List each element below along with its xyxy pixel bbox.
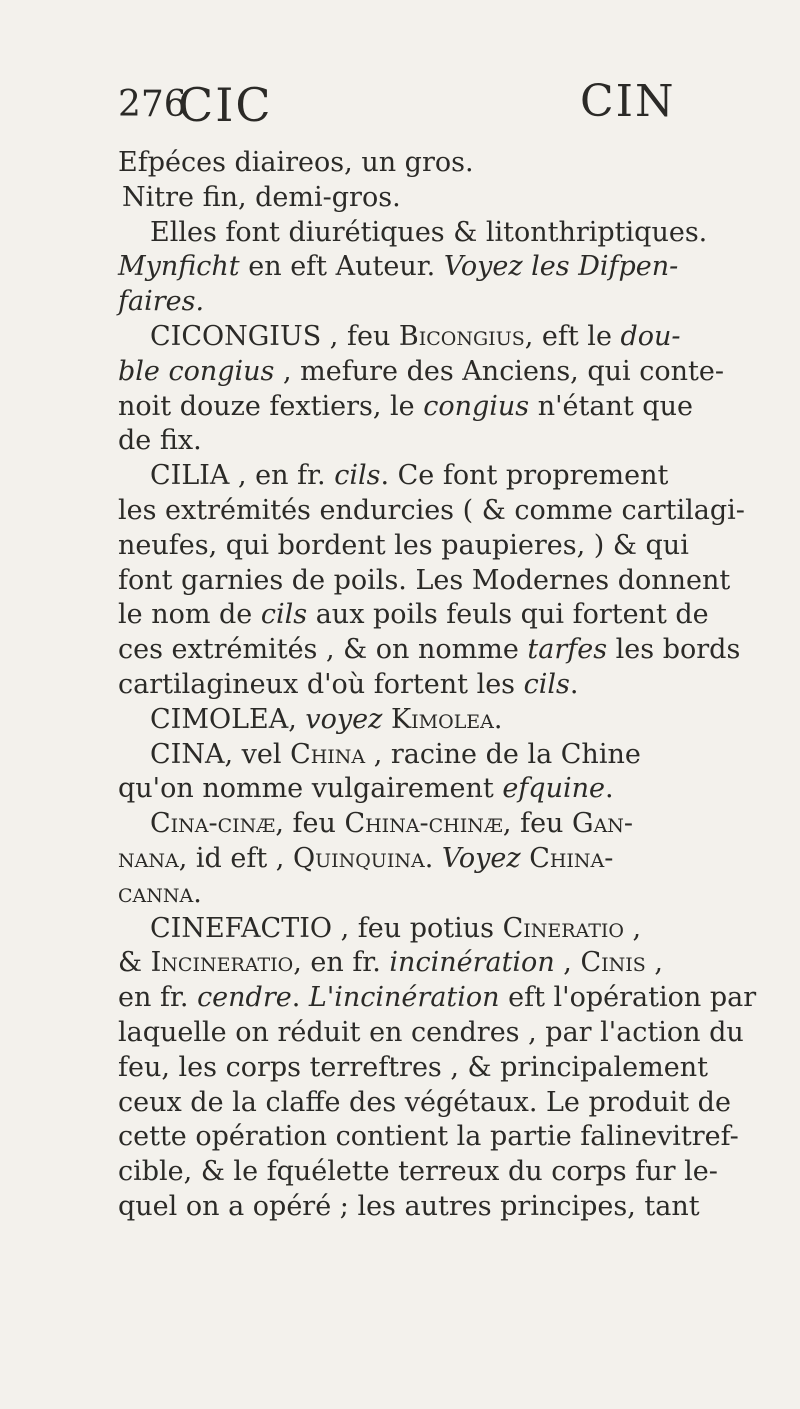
text-line [118,946,686,981]
text-line [118,877,686,912]
text-segment: , eft le [524,320,621,352]
italic-text: incinération [389,947,555,979]
italic-text: cils [334,460,381,492]
text-line [118,912,686,947]
text-segment: ceux de la claffe des végétaux. Le produit de [118,1086,731,1118]
text-segment: , en fr. [293,947,390,979]
text-segment: . Ce font proprement [380,460,669,492]
text-segment: feu, les corps terreftres , & principalement [118,1051,708,1083]
header-left-word: CIC [178,78,273,132]
text-line [118,390,693,425]
small-caps-text: canna [118,877,194,909]
italic-text: Voyez [441,842,521,874]
text-segment: en fr. [118,982,198,1014]
text-line [118,1086,731,1121]
text-segment: ces extrémités , & on nomme [118,634,528,666]
text-segment: Nitre fin, demi-gros. [122,181,401,213]
text-segment: cible, & le fquélette terreux du corps fur le- [118,1156,718,1188]
text-line [118,981,757,1016]
text-line [118,1120,739,1155]
text-segment: , feu [275,808,345,840]
text-segment: CINA, vel [150,738,291,770]
italic-text: L'incinération [308,982,500,1014]
text-line [118,494,745,529]
text-line [118,842,686,877]
text-segment: cette opération contient la partie falinevitref- [118,1121,739,1153]
text-segment: , id eft , [178,842,293,874]
text-segment: quel on a opéré ; les autres principes, tant [118,1190,700,1222]
text-segment: Efpéces diaireos, un gros. [118,147,474,178]
text-segment: laquelle on réduit en cendres , par l'action du [118,1016,744,1048]
text-segment: , [645,947,663,979]
italic-text: efquine [502,773,605,805]
small-caps-text: Bicongius [398,320,525,352]
text-line [118,1190,700,1225]
small-caps-text: China-chinæ [344,808,503,840]
italic-text: cendre [197,982,292,1014]
text-segment: . [193,877,202,909]
italic-text: Voyez les Difpen- [443,251,679,283]
text-segment: & [118,947,151,979]
text-line [118,1051,708,1086]
small-caps-text: China- [529,842,614,874]
text-line [118,355,724,390]
text-segment: , [623,912,642,944]
text-segment: . [291,982,309,1014]
text-segment: en eft Auteur. [239,251,444,283]
text-segment: CINEFACTIO , feu potius [150,912,503,944]
body-text [118,146,757,1225]
text-segment: eft l'opération par [499,982,757,1014]
text-line [118,529,689,564]
text-segment: , racine de la Chine [365,738,641,770]
header-right-word: CIN [580,76,676,127]
text-line [118,633,741,668]
small-caps-text: nana [118,842,179,874]
text-segment: . [493,703,503,735]
text-segment: aux poils feuls qui fortent de [307,599,709,631]
text-line [118,216,708,251]
text-segment: , [554,947,581,979]
text-line [118,807,686,842]
text-segment: . [569,668,579,700]
italic-text: dou- [620,320,681,352]
small-caps-text: Cineratio [502,912,624,944]
small-caps-text: Incineratio [150,947,294,979]
small-caps-text: Cina-cinæ [150,808,276,840]
page-number: 276 [118,84,187,125]
text-segment: les extrémités endurcies ( & comme cartilagi- [118,494,745,526]
italic-text: tarfes [527,634,608,666]
italic-text: Mynficht [118,251,240,283]
text-line [118,1016,744,1051]
text-line [118,668,686,703]
small-caps-text: Gan- [572,808,634,840]
text-line [118,1155,718,1190]
text-segment: CIMOLEA, [150,703,306,735]
small-caps-text: Quinquina [292,842,425,874]
text-line [118,285,686,320]
text-segment: CILIA , en fr. [150,460,335,492]
text-segment: Elles font diurétiques & litonthriptiques. [150,216,708,248]
text-line [118,738,686,773]
text-line [118,146,686,181]
text-segment: noit douze fextiers, le [118,390,424,422]
italic-text: voyez [305,703,383,735]
text-segment: . [604,773,614,805]
text-segment: n'étant que [529,390,693,422]
text-segment: de fix. [118,425,202,457]
text-line [118,598,709,633]
text-segment: qu'on nomme vulgairement [118,773,503,805]
italic-text: faires. [118,286,205,318]
text-line [118,459,686,494]
italic-text: congius [423,390,530,422]
text-segment [382,704,391,735]
text-segment: . [424,842,442,874]
text-segment: , mefure des Anciens, qui conte- [274,355,724,387]
text-segment: neufes, qui bordent les paupieres, ) & qui [118,529,689,561]
italic-text: cils [523,668,570,700]
small-caps-text: Cinis [580,947,646,979]
text-line [118,703,686,738]
text-segment: , feu [502,808,573,840]
running-header [118,78,678,138]
text-segment: CICONGIUS , feu [150,320,399,352]
text-line [118,772,686,807]
text-line [118,424,686,459]
text-segment: le nom de [118,599,261,631]
text-line [118,564,731,599]
text-line [118,250,686,285]
text-line [118,320,686,355]
text-line [118,181,686,216]
small-caps-text: China [290,738,366,770]
italic-text: cils [260,599,308,631]
text-segment: font garnies de poils. Les Modernes donnent [118,564,731,596]
small-caps-text: Kimolea [390,703,494,735]
text-segment [521,843,530,874]
italic-text: ble congius [118,355,275,387]
text-segment: cartilagineux d'où fortent les [118,668,524,700]
text-segment: les bords [607,634,741,666]
